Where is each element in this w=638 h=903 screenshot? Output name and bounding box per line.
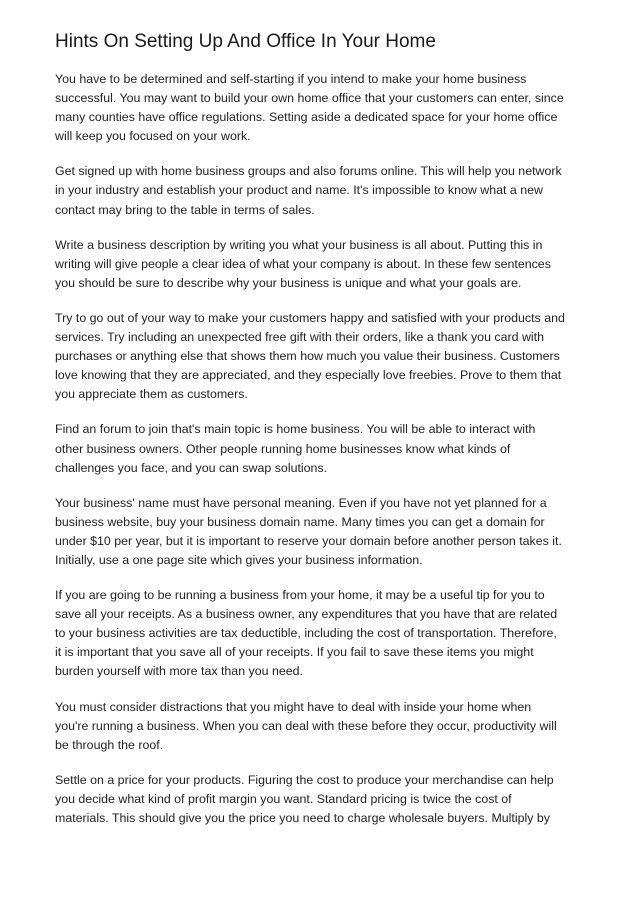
paragraph-line: it is important that you save all of your receipts. If you fail to save these items you might (55, 645, 534, 660)
paragraph-line: you're running a business. When you can deal with these before they occur, productivity will (55, 718, 557, 733)
paragraph-line: save all your receipts. As a business owner, any expenditures that you have that are related (55, 607, 558, 622)
paragraph-line: you decide what kind of profit margin you want. Standard pricing is twice the cost of (55, 791, 512, 806)
paragraph-line: be through the roof. (55, 737, 164, 752)
page-title: Hints On Setting Up And Office In Your Home (55, 31, 436, 52)
paragraph-line: Your business' name must have personal meaning. Even if you have not yet planned for a (55, 495, 547, 510)
paragraph-line: Write a business description by writing you what your business is all about. Putting this in (55, 237, 543, 252)
paragraph-line: to your business activities are tax deductible, including the cost of transportation. Therefore, (55, 626, 557, 641)
paragraph-line: You must consider distractions that you might have to deal with inside your home when (55, 699, 532, 714)
paragraph-line: challenges you face, and you can swap solutions. (55, 460, 328, 475)
paragraph (55, 309, 595, 404)
paragraph-line: under $10 per year, but it is important to reserve your domain before another person takes it. (55, 533, 562, 548)
paragraph-line: successful. You may want to build your own home office that your customers can enter, since (55, 91, 564, 106)
paragraph-line: Initially, use a one page site which gives your business information. (55, 552, 423, 567)
paragraph (55, 420, 595, 477)
paragraph-line: other business owners. Other people running home businesses know what kinds of (55, 441, 511, 456)
paragraph-line: business website, buy your business domain name. Many times you can get a domain for (55, 514, 545, 529)
paragraph (55, 70, 595, 146)
paragraph-line: Settle on a price for your products. Figuring the cost to produce your merchandise can help (55, 772, 554, 787)
paragraph-line: love knowing that they are appreciated, and they especially love freebies. Prove to them that (55, 368, 562, 383)
paragraph (55, 586, 595, 681)
paragraph-line: you should be sure to describe why your business is unique and what your goals are. (55, 275, 522, 290)
paragraph-line: services. Try including an unexpected free gift with their orders, like a thank you card with (55, 330, 544, 345)
paragraph-line: If you are going to be running a business from your home, it may be a useful tip for you to (55, 588, 545, 603)
paragraph (55, 771, 595, 828)
paragraph-line: Find an forum to join that's main topic is home business. You will be able to interact with (55, 422, 536, 437)
document-page (55, 30, 595, 844)
paragraph-line: writing will give people a clear idea of what your company is about. In these few sentences (55, 256, 551, 271)
paragraph-line: purchases or anything else that shows them how much you value their business. Customers (55, 349, 560, 364)
paragraph-line: you appreciate them as customers. (55, 387, 248, 402)
paragraph-line: Try to go out of your way to make your customers happy and satisfied with your products and (55, 310, 565, 325)
paragraph (55, 494, 595, 570)
paragraph-line: many counties have office regulations. Setting aside a dedicated space for your home office (55, 110, 558, 125)
paragraph-line: materials. This should give you the price you need to charge wholesale buyers. Multiply by (55, 811, 550, 825)
paragraph-line: contact may bring to the table in terms of sales. (55, 202, 315, 217)
document-body (55, 70, 595, 828)
paragraph-line: will keep you focused on your work. (55, 129, 251, 144)
paragraph-line: in your industry and establish your product and name. It's impossible to know what a new (55, 183, 543, 198)
paragraph-line: burden yourself with more tax than you need. (55, 664, 303, 679)
paragraph-line: Get signed up with home business groups and also forums online. This will help you network (55, 164, 562, 179)
paragraph (55, 698, 595, 755)
paragraph (55, 162, 595, 219)
paragraph-line: You have to be determined and self-starting if you intend to make your home business (55, 72, 527, 86)
paragraph (55, 236, 595, 293)
